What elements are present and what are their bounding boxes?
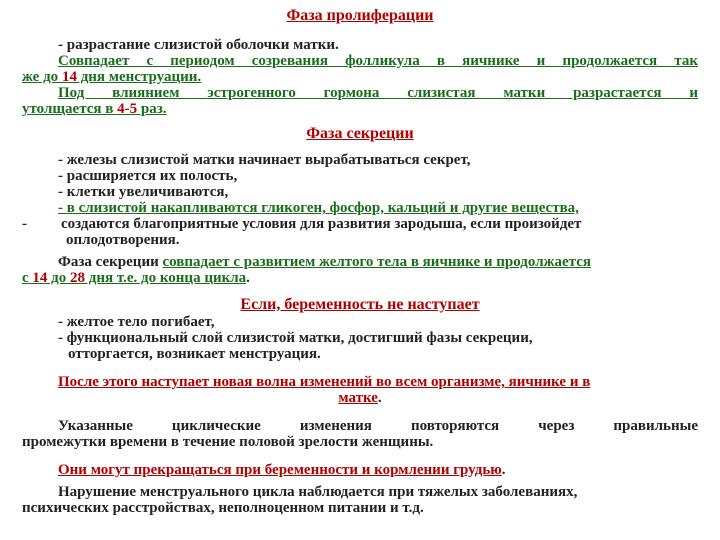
phase3-bullet1: - желтое тело погибает, (58, 314, 215, 330)
para4 (22, 484, 698, 516)
phase1-line4: Под влиянием эстрогенного гормона слизистая матки разрастается и (58, 85, 698, 101)
phase2-para-line2 (22, 270, 698, 286)
phase1-line5-a: утолщается в (22, 101, 118, 117)
phase2-bullet4 (22, 200, 698, 216)
phase1-line5-c: раз. (137, 101, 167, 117)
phase1-line3 (22, 69, 698, 85)
phase2-bullet4-text: - в слизистой накапливаются гликоген, фосфор, кальций и другие вещества, (58, 200, 579, 216)
phase2-end: дня т.е. до конца цикла (85, 270, 247, 286)
phase2-day28: 28 (70, 270, 86, 286)
phase2-from: с (22, 270, 33, 286)
phase2-bullet5-cont: оплодотворения. (66, 232, 180, 248)
phase1-line3-c: дня менструации. (76, 69, 202, 85)
phase1-line5 (22, 101, 698, 117)
para2-line1: Указанные циклические изменения повторяются через правильные (58, 418, 698, 434)
phase1-times: 4-5 (117, 101, 138, 117)
para1 (22, 374, 698, 406)
phase2-period: . (246, 270, 250, 286)
phase2-para-range (22, 270, 246, 286)
phase2-bullet5 (22, 216, 698, 232)
phase2-day14: 14 (32, 270, 48, 286)
phase2-para-green: совпадает с развитием желтого тела в яичнике и продолжается (162, 254, 591, 270)
para1-word: матке (338, 390, 378, 406)
phase3-bullet2: - функциональный слой слизистой матки, достигший фазы секреции, (58, 330, 533, 346)
phase1-title: Фаза пролиферации (286, 7, 434, 24)
para3-text: Они могут прекращаться при беременности и кормлении грудью (58, 462, 502, 478)
phase2-bullet3: - клетки увеличиваются, (58, 184, 229, 200)
phase2-bullets (22, 152, 698, 248)
phase3-bullet2-cont: отторгается, возникает менструация. (68, 346, 321, 362)
para3-period: . (501, 462, 506, 478)
phase1-line1: - разрастание слизистой оболочки матки. (58, 37, 339, 53)
phase1-text (22, 37, 698, 117)
phase3-bullets (22, 314, 698, 362)
para1-period: . (377, 390, 382, 406)
phase2-paragraph (22, 254, 698, 286)
para1-line1: После этого наступает новая волна изменений во всем организме, яичнике и в (58, 374, 591, 390)
phase2-title: Фаза секреции (306, 125, 414, 142)
phase2-para-lead: Фаза секреции (58, 254, 163, 270)
para3 (22, 462, 698, 478)
phase1-line3-a: же до (22, 69, 62, 85)
para1-line2 (22, 390, 698, 406)
para3-line1 (22, 462, 698, 478)
para4-line1: Нарушение менструального цикла наблюдается при тяжелых заболеваниях, (58, 484, 578, 500)
para2 (22, 418, 698, 450)
phase2-bullet5-dash: - (22, 216, 27, 232)
phase2-to: до (47, 270, 71, 286)
phase1-day14: 14 (61, 69, 77, 85)
phase2-bullet2: - расширяется их полость, (58, 168, 238, 184)
phase3-title: Если, беременность не наступает (240, 296, 480, 313)
phase1-line2: Совпадает с периодом созревания фолликула в яичнике и продолжается так (58, 53, 698, 69)
phase2-bullet1: - железы слизистой матки начинает вырабатываться секрет, (58, 152, 471, 168)
phase2-para-line1 (22, 254, 698, 270)
para4-line2: психических расстройствах, неполноценном питании и т.д. (22, 500, 424, 516)
para2-line2: промежутки времени в течение половой зрелости женщины. (22, 434, 434, 450)
phase2-bullet5-text: создаются благоприятные условия для развития зародыша, если произойдет (61, 216, 582, 232)
